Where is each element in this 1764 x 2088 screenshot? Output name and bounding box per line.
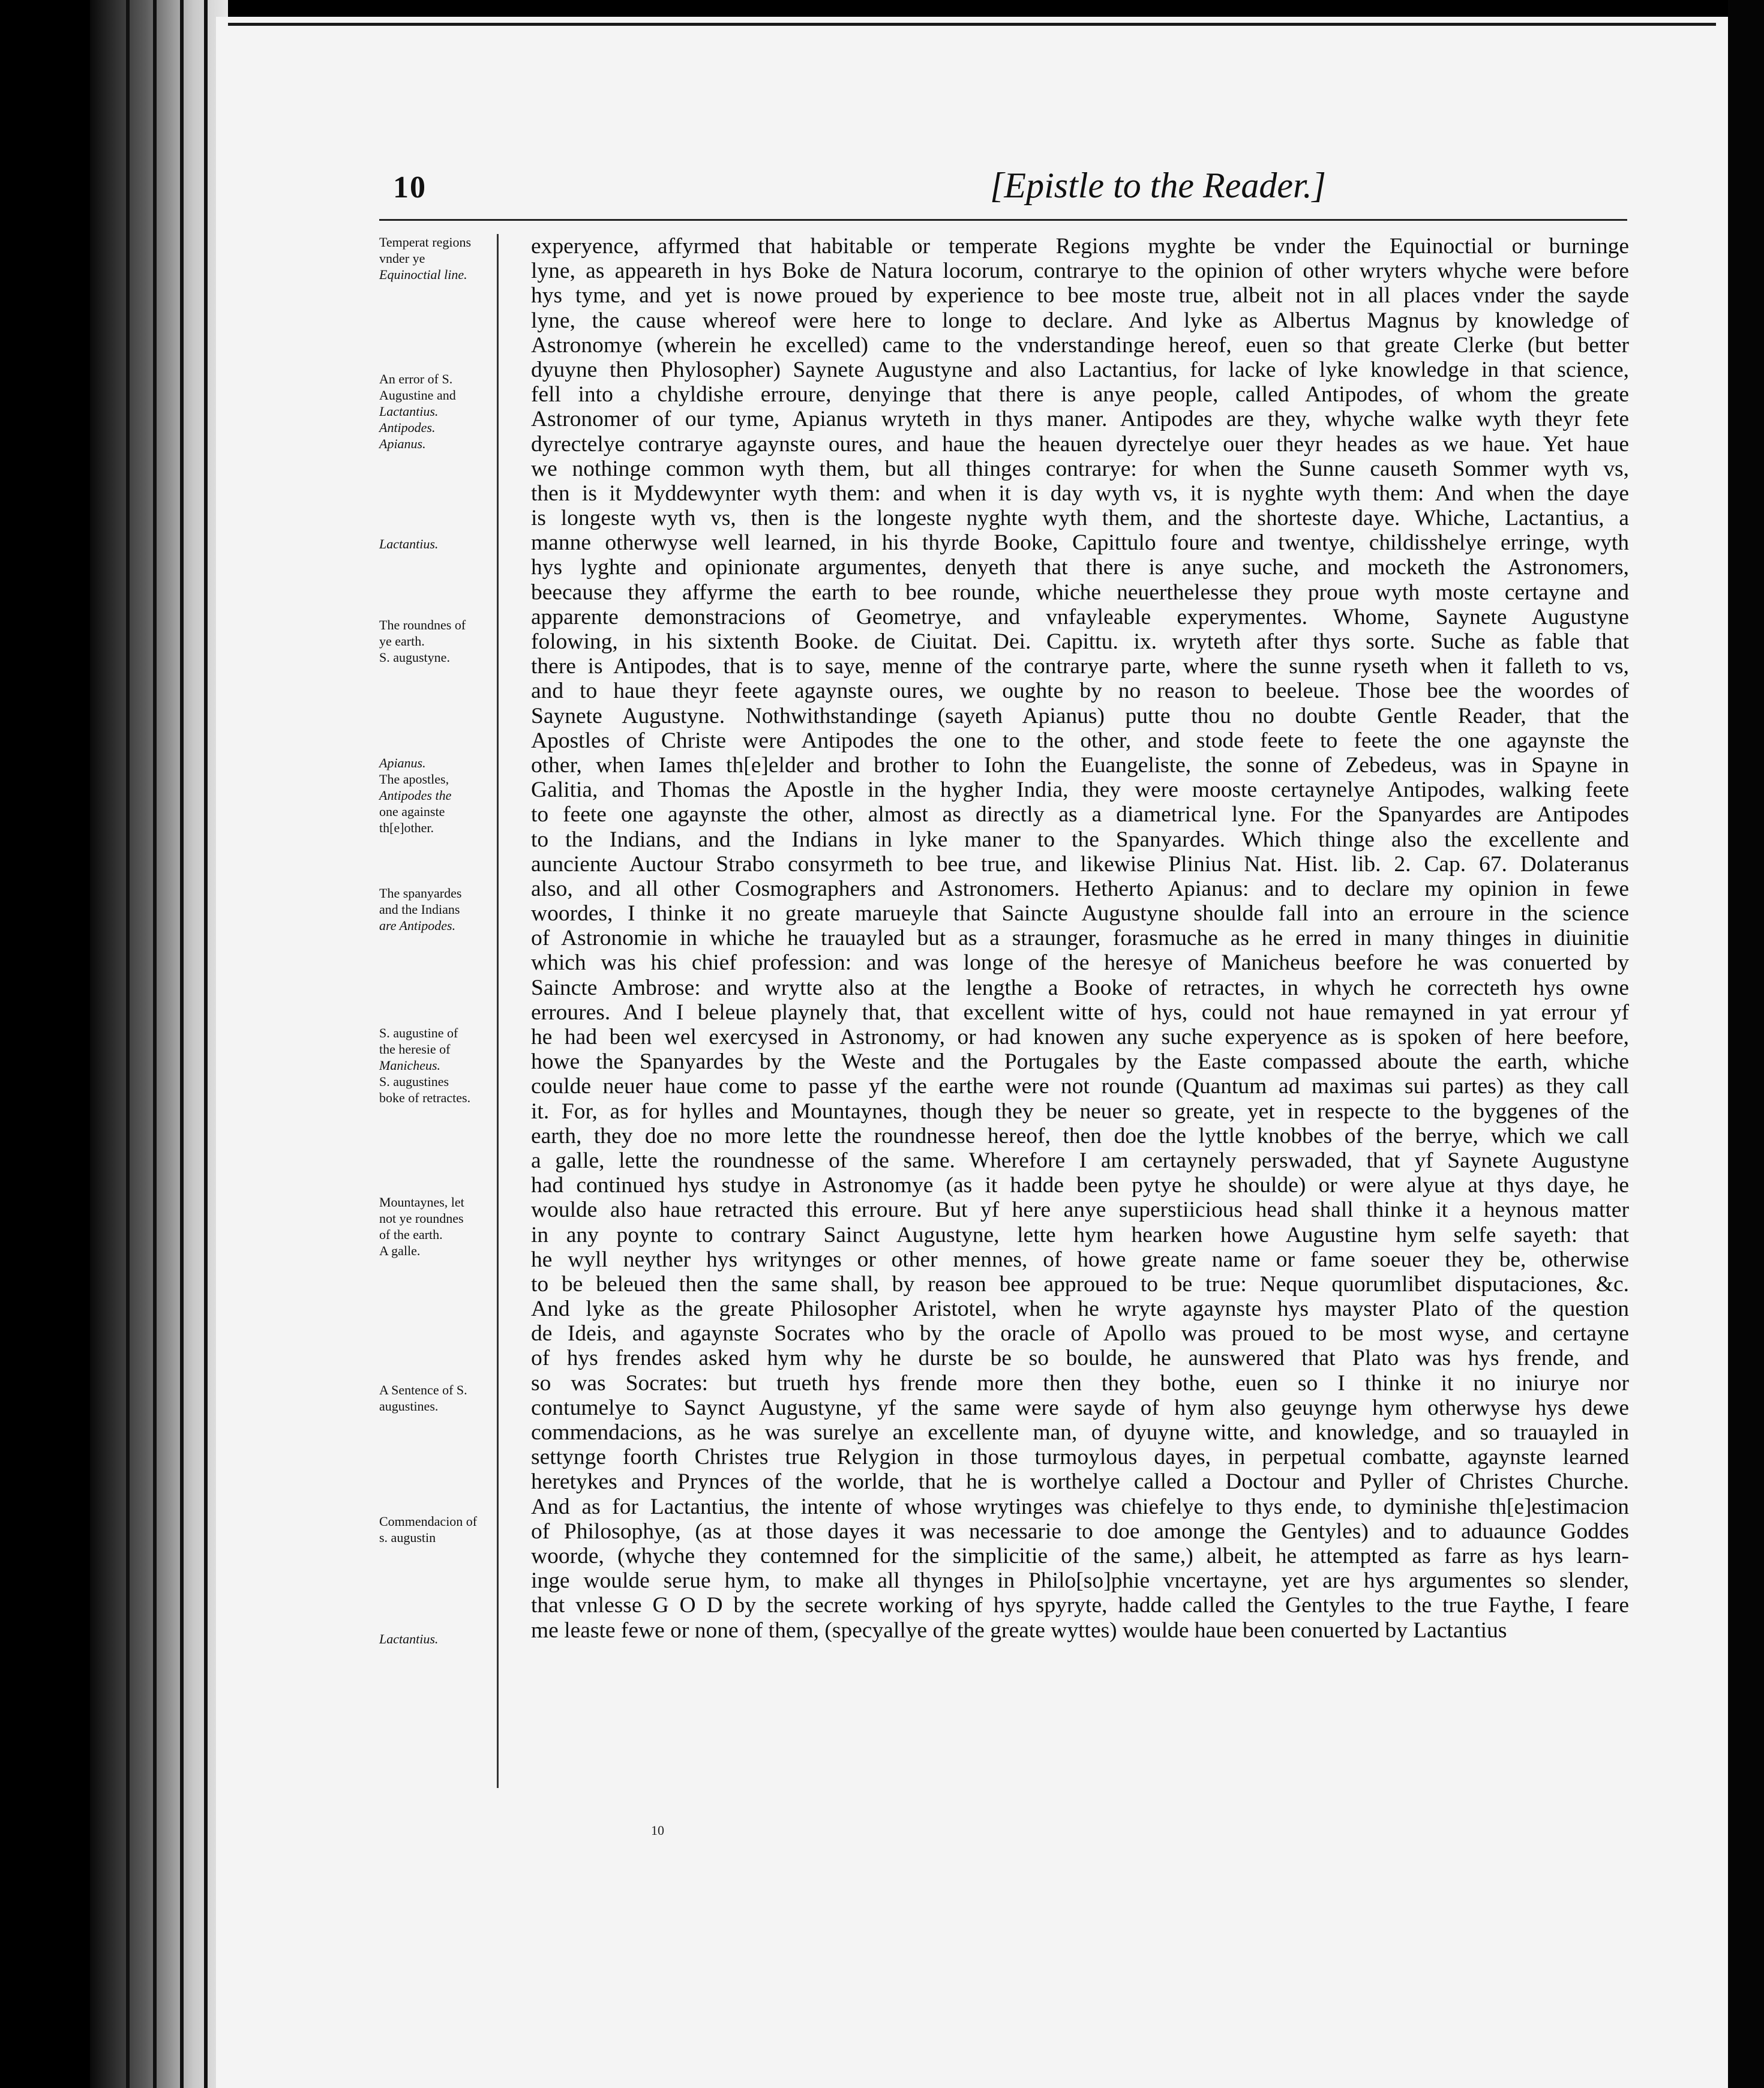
margin-note-line: not ye roundnes (379, 1211, 464, 1226)
text-line: also, and all other Cosmographers and Astronomers. Hetherto Apianus: and to declare my opinion in fewe (531, 876, 1629, 901)
margin-note-line: Temperat regions (379, 235, 472, 250)
margin-note-commendacion (379, 1513, 493, 1546)
text-line: And as for Lactantius, the intente of whose wrytinges was chiefelye to thys ende, to dyminishe th[e]estimacion (531, 1494, 1629, 1519)
text-line: a galle, lette the roundnesse of the same. Wherefore I am certaynely perswaded, that yf Saynete Augustyne (531, 1148, 1629, 1173)
margin-note-line: are Antipodes. (379, 918, 456, 933)
margin-note-mountaynes (379, 1194, 493, 1259)
binding-line (153, 0, 157, 2088)
text-line: Saincte Ambrose: and wrytte also at the lengthe a Booke of retractes, in whych he correcteth hys owne (531, 975, 1629, 1000)
text-line: erroures. And I beleue playnely that, that excellent witte of hys, could not haue remayned in yat errour yf (531, 1000, 1629, 1025)
text-line: there is Antipodes, that is to saye, menne of the contrarye parte, where the sunne ryseth when it falleth to vs, (531, 654, 1629, 679)
margin-note-line: of the earth. (379, 1227, 443, 1242)
margin-note-spanyardes (379, 885, 493, 934)
text-line: howe the Spanyardes by the Weste and the Portugales by the Easte compassed aboute the earth, whiche (531, 1049, 1629, 1075)
margin-note-line: Augustine and (379, 388, 456, 403)
text-line: me leaste fewe or none of them, (specyallye of the greate wyttes) woulde haue been conuerted by Lactantius (531, 1618, 1507, 1643)
margin-note-line: Lactantius. (379, 404, 439, 419)
text-line: he had been wel exercysed in Astronomy, or had knowen any suche experyence as is spoken of here beefore, (531, 1025, 1629, 1049)
text-line: Astronomer of our tyme, Apianus wryteth in thys maner. Antipodes are they, whyche walke wyth theyr fete (531, 407, 1629, 432)
margin-note-line: one againste (379, 804, 445, 819)
text-line: experyence, affyrmed that habitable or temperate Regions myghte be vnder the Equinoctial or burninge (531, 234, 1629, 259)
binding-line (126, 0, 130, 2088)
margin-note-line: S. augustine of (379, 1025, 458, 1040)
margin-note-line: Antipodes the (379, 788, 452, 803)
text-line: Galitia, and Thomas the Apostle in the hygher India, they were mooste certaynelye Antipodes, walking feete (531, 778, 1629, 803)
text-line: inge woulde serue hym, to make all thynges in Philo[so]phie vncertayne, yet are hys argumentes so slender, (531, 1568, 1629, 1594)
binding-line (204, 0, 208, 2088)
margin-note-line: Mountaynes, let (379, 1195, 464, 1210)
text-line: and to haue theyr feete agaynste oures, we oughte by no reason to beeleue. Those bee the woordes of (531, 679, 1629, 704)
margin-note-line: S. augustyne. (379, 650, 450, 665)
column-rule (497, 234, 499, 1788)
text-line: beecause they affyrme the earth to bee rounde, whiche neuerthelesse they proue wyth moste certayne and (531, 580, 1629, 605)
margin-note-line: An error of S. (379, 371, 453, 386)
text-line: lyne, the cause whereof were here to longe to declare. And lyke as Albertus Magnus by knowledge of (531, 308, 1629, 333)
facing-page-edge (1728, 0, 1764, 2088)
margin-note-line: S. augustines (379, 1074, 449, 1089)
margin-note-line: Manicheus. (379, 1058, 441, 1073)
text-line: to feete one agaynste the other, almost as directly as a diametrical lyne. For the Spanyardes are Antipodes (531, 802, 1629, 827)
text-line: aunciente Auctour Strabo consyrmeth to bee true, and likewise Plinius Nat. Hist. lib. 2. Cap. 67. Dolateranus (531, 851, 1629, 877)
margin-note-line: Lactantius. (379, 1631, 439, 1646)
margin-note-line: and the Indians (379, 902, 460, 917)
text-line: woulde also haue retracted this erroure. But yf here anye superstiicious head shall thinke it a heynous matter (531, 1198, 1629, 1223)
text-line: Saynete Augustyne. Nothwithstandinge (sayeth Apianus) putte thou no doubte Gentle Reader, that the (531, 703, 1629, 728)
text-line: other, when Iames th[e]elder and brother to Iohn the Euangeliste, the sonne of Zebedeus, was in Spayne in (531, 752, 1629, 778)
margin-note-line: The spanyardes (379, 886, 462, 901)
text-line: we nothinge common wyth them, but all thinges contrarye: for when the Sunne causeth Sommer wyth vs, (531, 456, 1629, 481)
text-line: heretykes and Prynces of the worlde, that he is worthelye called a Doctour and Pyller of Christes Churche. (531, 1469, 1629, 1495)
running-head: [Epistle to the Reader.] (990, 166, 1326, 205)
margin-note-line: The apostles, (379, 772, 449, 787)
margin-note-line: Apianus. (379, 755, 426, 770)
body-text (531, 234, 1629, 1643)
text-line: then is it Myddewynter wyth them: and when it is day wyth vs, it is nyghte wyth them: And when the daye (531, 481, 1629, 506)
text-line: dyrectelye contrarye agaynste oures, and haue the heauen dyrectelye ouer theyr heades as we haue. Yet haue (531, 431, 1629, 457)
margin-note-heresie (379, 1025, 493, 1106)
margin-note-roundnes (379, 617, 493, 665)
text-line: And lyke as the greate Philosopher Aristotel, when he wryte agaynste hys mayster Plato of the question (531, 1297, 1629, 1322)
text-line: woordes, I thinke it no greate marueyle that Saincte Augustyne shoulde fall into an erroure in the science (531, 901, 1629, 926)
text-line: is longeste wyth vs, then is the longeste nyghte wyth them, and the shorteste daye. Whiche, Lactantius, a (531, 506, 1629, 531)
margin-note-line: the heresie of (379, 1042, 451, 1057)
margin-note-line: Lactantius. (379, 536, 439, 551)
margin-note-line: s. augustin (379, 1530, 436, 1545)
text-line: hys lyghte and opinionate argumentes, denyeth that there is anye suche, and mocketh the Astronomers, (531, 555, 1629, 580)
text-line: settynge foorth Christes true Relygion in those turmoylous dayes, in perpetual combatte, agaynste learned (531, 1445, 1629, 1470)
text-line: that vnlesse G O D by the secrete working of hys spyryte, hadde called the Gentyles to the true Faythe, I feare (531, 1593, 1629, 1618)
margin-note-line: Apianus. (379, 436, 426, 451)
text-line: in any poynte to contrary Sainct Augustyne, lette hym hearken howe Augustine hym selfe sayeth: that (531, 1222, 1629, 1247)
text-line: folowing, in his sixtenth Booke. de Ciuitat. Dei. Capittu. ix. wryteth after thys sorte. Suche as fable that (531, 629, 1629, 654)
text-line: he wyll neyther hys writynges or other mennes, of howe greate name or fame soeuer they be, otherwise (531, 1247, 1629, 1272)
margin-note-line: A galle. (379, 1243, 421, 1258)
text-line: of hys frendes asked hym why he durste be so boulde, he aunswered that Plato was hys frende, and (531, 1346, 1629, 1371)
text-line: fell into a chyldishe erroure, denyinge that there is anye people, called Antipodes, of whom the greate (531, 382, 1629, 407)
text-line: so was Socrates: but trueth hys frende more then they bothe, euen so I thinke it no iniurye nor (531, 1370, 1629, 1396)
text-line: to the Indians, and the Indians in lyke maner to the Spanyardes. Which thinge also the excellente and (531, 827, 1629, 852)
text-line: coulde neuer haue come to passe yf the earthe were not rounde (Quantum ad maximas sui partes) as they call (531, 1074, 1629, 1099)
margin-note-sentence (379, 1382, 493, 1414)
signature-mark: 10 (651, 1823, 664, 1838)
text-line: which was his chief profession: and was longe of the heresye of Manicheus beefore he was conuerted by (531, 950, 1629, 976)
text-line: it. For, as for hylles and Mountaynes, though they be neuer so greate, yet in respecte to the byggenes of the (531, 1099, 1629, 1124)
margin-note-apostles (379, 755, 493, 836)
margin-note-error (379, 371, 493, 452)
margin-note-line: vnder ye (379, 251, 425, 266)
text-line: Apostles of Christe were Antipodes the one to the other, and stode feete to feete the one agaynste the (531, 728, 1629, 753)
header-rule (379, 219, 1627, 221)
text-line: had continued hys studye in Astronomye (as it hadde been pytye he shoulde) or were alyue at thys daye, he (531, 1173, 1629, 1198)
binding-line (180, 0, 184, 2088)
margin-note-line: th[e]other. (379, 820, 434, 835)
margin-note-line: The roundnes of (379, 617, 466, 632)
text-line: to be beleued then the same shall, by reason bee approued to be true: Neque quorumlibet disputaciones, &c. (531, 1271, 1629, 1297)
text-line: of Philosophye, (as at those dayes it was necessarie to doe amonge the Gentyles) and to aduaunce Goddes (531, 1519, 1629, 1544)
text-line: Astronomye (wherein he excelled) came to the vnderstandinge hereof, euen so that greate Clerke (but better (531, 332, 1629, 358)
margin-note-line: A Sentence of S. (379, 1382, 467, 1397)
page-number: 10 (393, 170, 427, 205)
text-line: commendacions, as he was surelye an excellente man, of dyuyne witte, and knowledge, and so trauayled in (531, 1420, 1629, 1445)
margin-note-line: Equinoctial line. (379, 267, 467, 282)
text-line: de Ideis, and agaynste Socrates who by the oracle of Apollo was proued to be most wyse, and certayne (531, 1321, 1629, 1346)
margin-note-line: augustines. (379, 1399, 439, 1414)
text-line: apparente demonstracions of Geometrye, and vnfayleable experymentes. Whome, Saynete Augustyne (531, 604, 1629, 629)
text-line: manne otherwyse well learned, in his thyrde Booke, Capittulo foure and twentye, childisshelye erringe, wyth (531, 530, 1629, 556)
margin-note-lactantius (379, 536, 493, 552)
text-line: hys tyme, and yet is nowe proued by experience to bee moste true, albeit not in all places vnder the sayde (531, 283, 1629, 308)
text-line: dyuyne then Phylosopher) Saynete Augustyne and also Lactantius, for lacke of lyke knowledge in that science, (531, 357, 1629, 382)
margin-note-line: boke of retractes. (379, 1090, 471, 1105)
text-line: woorde, (whyche they contemned for the simplicitie of the same,) albeit, he attempted as farre as hys learn- (531, 1543, 1629, 1568)
text-line: lyne, as appeareth in hys Boke de Natura locorum, contrarye to the opinion of other wryters whyche were before (531, 259, 1629, 284)
margin-note-line: ye earth. (379, 634, 425, 649)
text-line: earth, they doe no more lette the roundnesse hereof, then doe the lyttle knobbes of the berrye, which we call (531, 1123, 1629, 1148)
margin-note-line: Antipodes. (379, 420, 436, 435)
text-line: contumelye to Saynct Augustyne, yf the same were sayde of hym also geuynge hym otherwyse hys dewe (531, 1395, 1629, 1420)
margin-note-temperat-regions (379, 234, 493, 283)
margin-note-lactantius (379, 1631, 493, 1647)
margin-note-line: Commendacion of (379, 1514, 478, 1529)
page-top-edge (228, 23, 1716, 26)
text-line: of Astronomie in whiche he trauayled but as a straunger, forasmuche as he erred in many thinges in diuinitie (531, 926, 1629, 951)
